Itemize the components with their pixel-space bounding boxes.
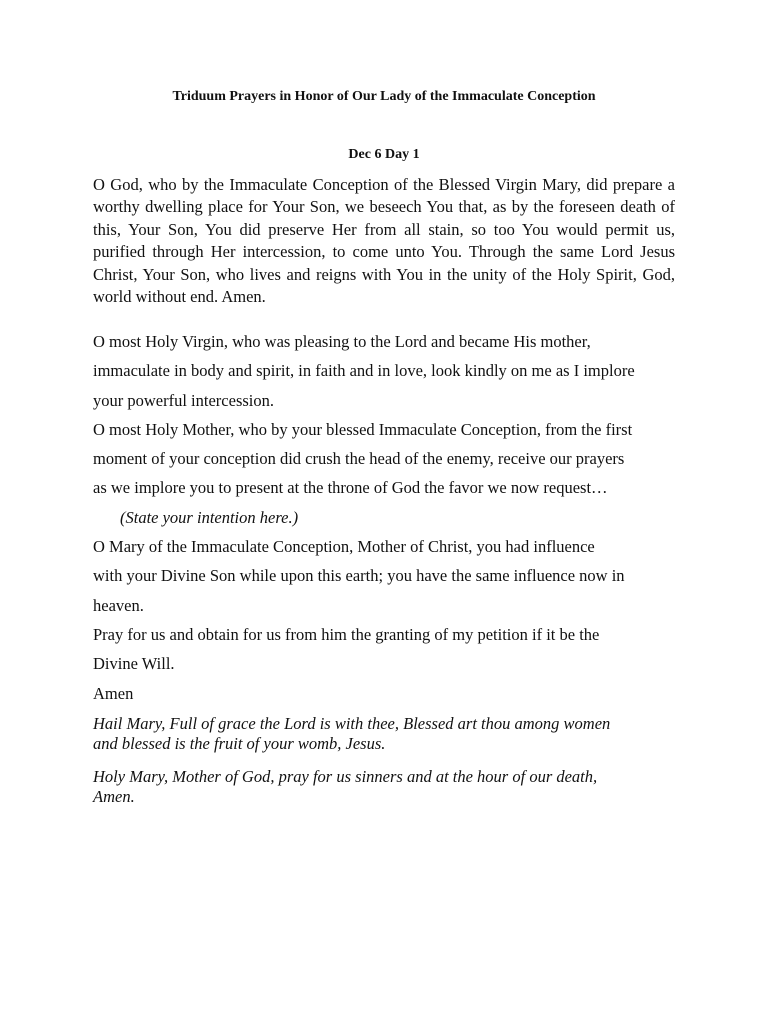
prayer-line: O most Holy Virgin, who was pleasing to the Lord and became His mother, bbox=[93, 332, 591, 351]
novena-prayer bbox=[93, 327, 693, 708]
prayer-line: immaculate in body and spirit, in faith and in love, look kindly on me as I implore bbox=[93, 361, 635, 381]
prayer-line: Divine Will. bbox=[93, 654, 175, 674]
holy-mary-prayer bbox=[93, 767, 693, 806]
hail-mary-prayer bbox=[93, 714, 693, 753]
hail-mary-line: and blessed is the fruit of your womb, Jesus. bbox=[93, 733, 386, 753]
prayer-line: O Mary of the Immaculate Conception, Mother of Christ, you had influence bbox=[93, 537, 595, 557]
prayer-line: moment of your conception did crush the head of the enemy, receive our prayers bbox=[93, 449, 625, 469]
holy-mary-line: Amen. bbox=[93, 786, 135, 806]
opening-prayer: O God, who by the Immaculate Conception of the Blessed Virgin Mary, did prepare a worthy dwelling place for Your Son, we beseech You that, as by the foreseen death of this, Your Son, You did preserve Her from all stain, so too You would permit us, purified through Her intercession, to come unto You. Through the same Lord Jesus Christ, Your Son, who lives and reigns with You in the unity of the Holy Spirit, God, world without end. Amen. bbox=[93, 175, 675, 307]
day-heading: Dec 6 Day 1 bbox=[348, 147, 420, 162]
hail-mary-line: Hail Mary, Full of grace the Lord is with thee, Blessed art thou among women bbox=[93, 714, 611, 733]
prayer-line: Pray for us and obtain for us from him the granting of my petition if it be the bbox=[93, 624, 600, 644]
holy-mary-line: Holy Mary, Mother of God, pray for us sinners and at the hour of our death, bbox=[93, 767, 598, 786]
prayer-line: with your Divine Son while upon this earth; you have the same influence now in bbox=[93, 566, 625, 586]
prayer-line: O most Holy Mother, who by your blessed Immaculate Conception, from the first bbox=[93, 419, 633, 439]
document-title: Triduum Prayers in Honor of Our Lady of the Immaculate Conception bbox=[172, 89, 596, 104]
prayer-line: as we implore you to present at the throne of God the favor we now request… bbox=[93, 478, 608, 498]
intention-instruction: (State your intention here.) bbox=[120, 507, 299, 527]
prayer-amen: Amen bbox=[93, 683, 134, 703]
prayer-line: your powerful intercession. bbox=[93, 390, 274, 410]
prayer-line: heaven. bbox=[93, 595, 144, 615]
